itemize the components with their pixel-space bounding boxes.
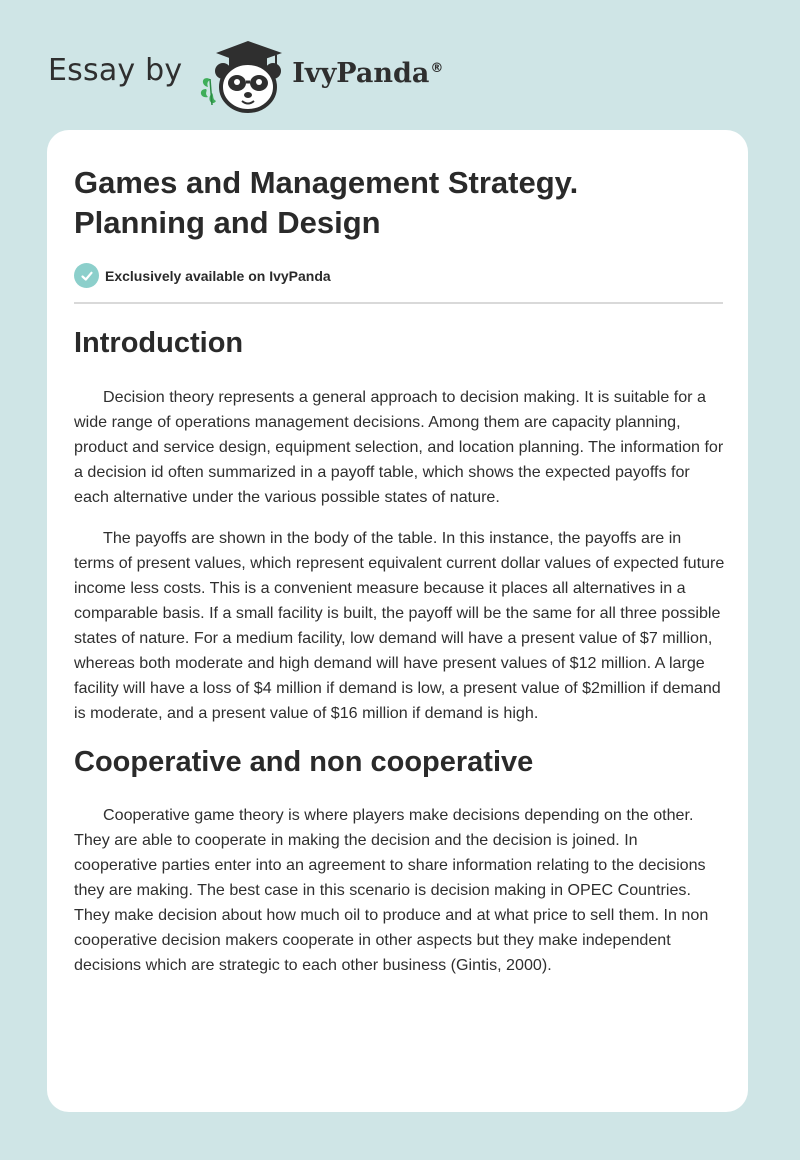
paragraph: The payoffs are shown in the body of the table. In this instance, the payoffs are in terms of present values, which represent equivalent current dollar values of expected future income less costs. This is a convenient measure because it places all alternatives in a comparable basis. If a small facility is built, the payoff will be the same for all three possible states of nature. For a medium facility, low demand will have a present value of $7 million, whereas both moderate and high demand will have present values of $12 million. A large facility will have a loss of $4 million if demand is low, a present value of $2million if demand is moderate, and a present value of $16 million if demand is high.: [74, 529, 725, 722]
section-heading-cooperative: Cooperative and non cooperative: [74, 746, 534, 778]
leaf-icon: [201, 78, 216, 105]
brand-prefix: Essay by: [48, 52, 183, 88]
registered-mark: ®: [430, 60, 444, 76]
exclusive-badge: [74, 263, 331, 288]
exclusive-label: Exclusively available on IvyPanda: [105, 267, 331, 284]
check-icon: [74, 263, 99, 288]
paragraph: Decision theory represents a general approach to decision making. It is suitable for a wide range of operations management decisions. Among them are capacity planning, product and service design, equipment selection, and location planning. The information for a decision id often summarized in a payoff table, which shows the expected payoffs for each alternative under the various possible states of nature.: [74, 388, 724, 506]
panda-graduate-logo-icon: [196, 35, 286, 113]
brand-name: IvyPanda®: [292, 57, 444, 89]
section-heading-introduction: Introduction: [74, 327, 244, 359]
brand-header[interactable]: [48, 34, 443, 114]
divider: [74, 302, 723, 304]
essay-card: [47, 130, 748, 1112]
paragraph: Cooperative game theory is where players make decisions depending on the other. They are able to cooperate in making the decision and the decision is joined. In cooperative parties enter into an agreement to share information relating to the decisions they are making. The best case in this scenario is decision making in OPEC Countries. They make decision about how much oil to produce and at what price to sell them. In non cooperative decision makers cooperate in other aspects but they make independent decisions which are strategic to each other business (Gintis, 2000).: [74, 806, 709, 974]
essay-title: Games and Management Strategy. Planning and Design: [74, 165, 579, 240]
